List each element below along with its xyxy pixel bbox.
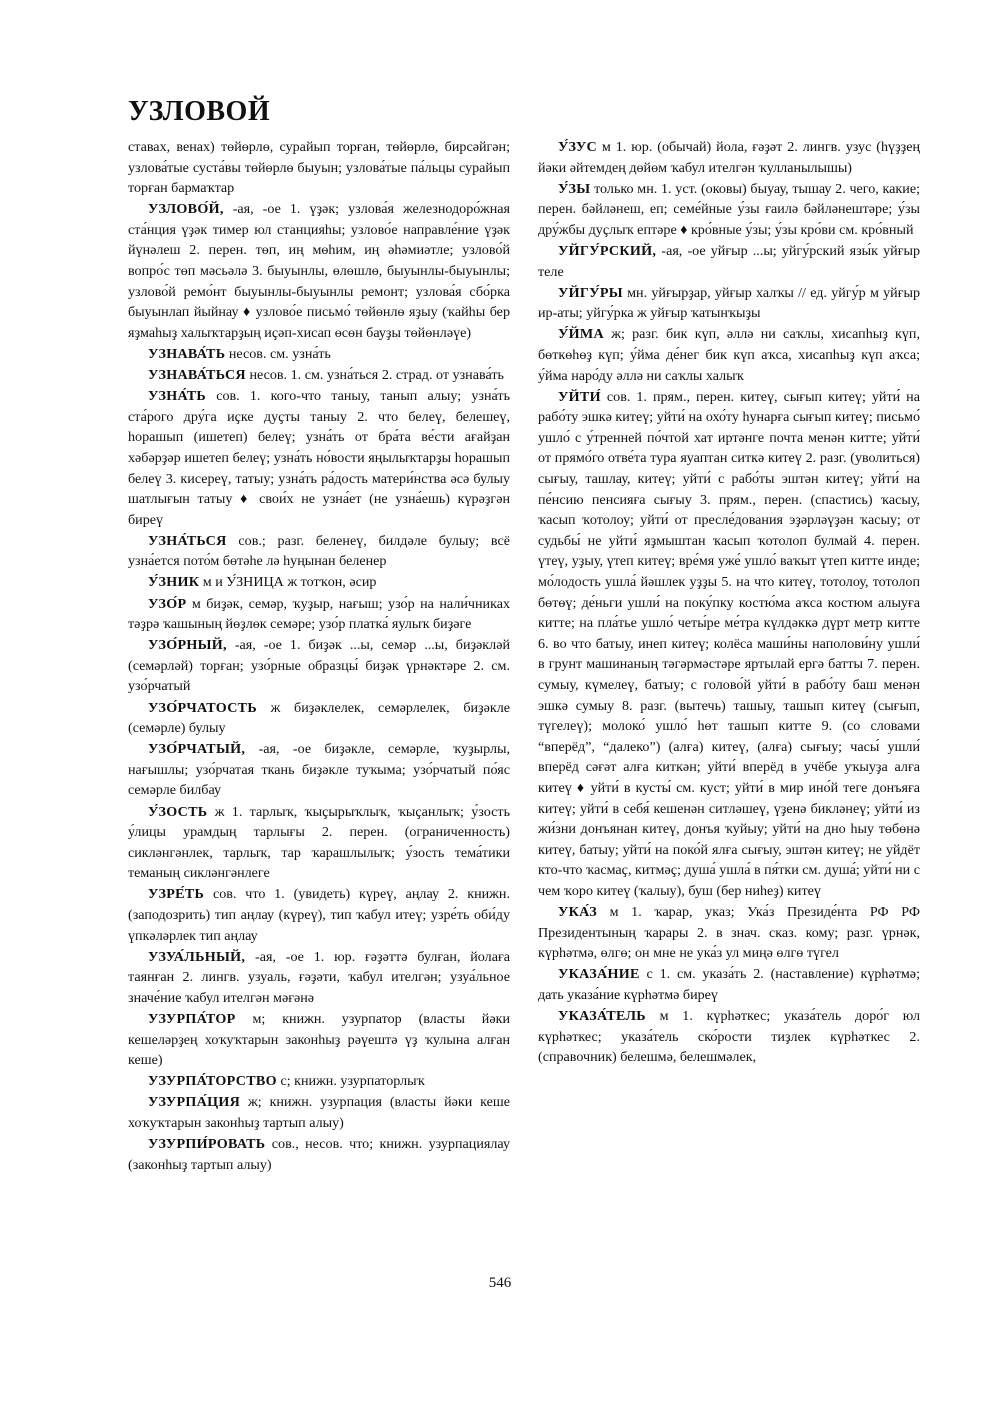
entry-body: с; книжн. узурпаторлыҡ (280, 1073, 425, 1090)
entry-body: ж; книжн. узурпация (власты йәки кеше хоҡуҡтарын законһыҙ тартып алыу) (128, 1094, 510, 1131)
entry-headword: УЗУРПА́ЦИЯ (148, 1094, 241, 1111)
page-number: 546 (488, 1275, 512, 1291)
dictionary-entry (538, 387, 920, 902)
dictionary-entry (538, 902, 920, 964)
entry-headword: УЗНАВА́ТЬСЯ (148, 367, 246, 384)
entry-headword: У́ЗЫ (558, 180, 591, 197)
entry-body: м; книжн. узурпатор (власты йәки кешеләрҙең хоҡуҡтарын законһыҙ рәүештә үҙ ҡулына алған кеше) (128, 1010, 510, 1069)
entry-headword: УКА́З (558, 903, 598, 920)
entry-body: м 1. күрһәткес; указа́тель доро́г юл күрһәткес; указа́тель ско́рости тиҙлек күрһәткес 2. (справочник) белешмә, белешмәлек, (538, 1007, 920, 1066)
entry-body: м биҙәк, семәр, ҡуҙыр, нағыш; узо́р на нали́чниках тәҙрә ҡашының йөҙлөк семәре; узо́р платка́ яулыҡ биҙәге (128, 595, 510, 633)
dictionary-entry (538, 179, 920, 241)
entry-body: сов. что 1. (увидеть) күреү, аңлау 2. книжн. (заподозрить) тип аңлау (күреү), тип ҡабул итеү; узре́ть оби́ду үпкәләрлек тип аңлау (128, 886, 510, 944)
dictionary-entry (128, 739, 510, 801)
dictionary-entry (128, 947, 510, 1009)
dictionary-entry (538, 241, 920, 282)
entry-headword: УКАЗА́НИЕ (558, 966, 640, 983)
dictionary-entry (128, 1134, 510, 1175)
dictionary-entry (128, 594, 510, 635)
dictionary-entry (538, 137, 920, 178)
dictionary-entry (128, 884, 510, 946)
entry-headword: У́ЗОСТЬ (148, 803, 208, 820)
entry-body: -ая, -ое биҙәкле, семәрле, ҡуҙырлы, нағышлы; узо́рчатая ткань биҙәкле туҡыма; узо́рчатый по́яс семәрле билбау (128, 741, 510, 799)
dictionary-entry (538, 324, 920, 386)
right-column (538, 137, 920, 1068)
entry-body: только мн. 1. уст. (оковы) быуау, тышау 2. чего, какие; перен. бәйләнеш, еп; семе́йные у́зы ғаилә бәйләнештәре; у́зы дру́жбы дуҫлыҡ ептәре ♦ кро́вные у́зы; у́зы кро́ви см. кро́вный (538, 180, 920, 238)
entry-headword: УЗО́РЧАТЫЙ, (148, 741, 246, 758)
entry-body: сов.; разг. беленеү, билдәле булыу; всё узна́ется пото́м бөтәһе лә һуңынан беленер (128, 532, 510, 570)
dictionary-entry (538, 964, 920, 1005)
entry-body: м 1. ҡарар, указ; Ука́з Президе́нта РФ РФ Президентының ҡарары 2. в знач. сказ. кому; разг. үрнәк, күрһәтмә, өлгө; он мне не ука́з ул миңә өлгө түгел (538, 903, 920, 962)
entry-body: с 1. см. указа́ть 2. (наставление) күрһәтмә; дать указа́ние күрһәтмә биреү (538, 966, 920, 1003)
dictionary-entry (128, 572, 510, 593)
dictionary-entry (128, 1092, 510, 1133)
dictionary-entry (128, 199, 510, 343)
entry-headword: УКАЗА́ТЕЛЬ (558, 1007, 646, 1024)
dictionary-entry (128, 1009, 510, 1071)
entry-headword: УЗУРПА́ТОРСТВО (148, 1073, 277, 1090)
entry-headword: У́ЗНИК (148, 574, 200, 591)
entry-body: -ая, -ое 1. үҙәк; узлова́я железнодоро́жная ста́нция үҙәк тимер юл станцияһы; узлово́е направле́ние үҙәк йүнәлеш 2. перен. төп, иң мөһим, иң әһәмиәтле; узлово́й вопро́с төп мәсьәлә 3. быуынлы, өлөшлө, быуынлы-быуынлы; узлово́й ремо́нт быуынлы-быуынлы ремонт; узлова́я сбо́рка быуынлап йыйнау ♦ узлово́е письмо́ төйөнлө яҙыу (ҡайһы бер яҙмаһыҙ халыҡтарҙың иҫәп-хисап өсөн бауҙы төйөнләүе) (128, 201, 510, 341)
entry-body: сов. 1. прям., перен. китеү, сығып китеү; уйти́ на рабо́ту эшкә китеү; уйти́ на охо́ту һунарға сығып китеү; письмо́ ушло́ с у́тренней по́чтой хат иртәнге почта менән китте; уйти́ от прямо́го отве́та тура яуаптан ситкә китеү 2. разг. (уволиться) сығыу, ташлау, китеү; уйти́ с рабо́ты эштән китеү; уйти́ на пе́нсию пенсияға сығыу 3. прям., перен. (спастись) ҡасыу, ҡасып ҡотолоу; уйти́ от пресле́дования эҙәрләүҙән ҡасыу; от судьбы́ не уйти́ яҙмыштан ҡасып ҡотолоп булмай 4. перен. үтеү, уҙыу, үтеп китеү; вре́мя уже́ ушло́ ваҡыт үтеп китте инде; мо́лодость ушла́ йәшлек уҙҙы 5. на что китеү, тотолоу, тотолоп бөтөү; де́ньги ушли́ на поку́пку костю́ма аҡса костюм алыуға китте; на пла́тье ушло́ четы́ре ме́тра күлдәккә дүрт метр китте 6. во что батыу, инеп китеү; колёса маши́ны наполови́ну ушли́ в грунт машинаның тәгәрмәстәре яртылай ергә батты 7. перен. сумыу, күмелеү, батыу; с голово́й уйти́ в рабо́ту баш менән эшкә сумыу 8. разг. (вытечь) ташыу, ташып китеү (сығып, түгелеү); молоко́ ушло́ һөт ташып китте 9. (со словами “вперёд”, “далеко”) (алға) китеү, (алға) сығыу; часы́ ушли́ вперёд сәғәт алға киткән; уйти́ вперёд в учёбе уҡыуҙа алға китеү ♦ уйти́ в кусты́ см. куст; уйти́ в мир ино́й теге донъяға китеү; уйти́ в себя́ кешенән ситләшеү, үҙенә бикләнеү; уйти́ из жи́зни донъянан китеү, донъя ҡуйыу; уйти́ на дно һыу төбөнә китеү, батыу; уйти́ на поко́й ялға сығыу, эштән китеү; не уйдёт кто-что ҡасмаҫ, китмәҫ; душа́ ушла́ в пя́тки см. душа́; уйти́ ни с чем ҡоро китеү (ҡалыу), буш (бер ниһеҙ) китеү (538, 388, 921, 899)
dictionary-entry (128, 698, 510, 739)
entry-body: ж 1. тарлыҡ, ҡыҫырыҡлыҡ, ҡыҫанлыҡ; у́зость у́лицы урамдың тарлығы 2. перен. (ограниченность) сикләнгәнлек, тарлыҡ, тар ҡарашлылыҡ; у́зость тема́тики теманың сикләнгәнлеге (128, 803, 510, 882)
entry-headword: УЗРЕ́ТЬ (148, 886, 205, 903)
dictionary-entry (128, 635, 510, 697)
dictionary-entry (538, 1006, 920, 1068)
left-column (128, 137, 510, 1176)
entry-body: -ая, -ое 1. биҙәк ...ы, семәр ...ы, биҙәкләй (семәрләй) торған; узо́рные образцы́ биҙәк үрнәктәре 2. см. узо́рчатый (128, 637, 510, 695)
entry-headword: УЗЛОВО́Й, (148, 201, 224, 218)
entry-headword: УЗУА́ЛЬНЫЙ, (148, 948, 246, 965)
entry-body: несов. см. узна́ть (228, 345, 331, 362)
entry-body: сов., несов. что; книжн. узурпациялау (законһыҙ тартып алыу) (128, 1136, 510, 1173)
entry-headword: УЗУРПИ́РОВАТЬ (148, 1136, 266, 1152)
entry-body: ж биҙәклелек, семәрлелек, биҙәкле (семәрле) булыу (128, 699, 510, 737)
entry-body: м и У́ЗНИЦА ж тотҡон, әсир (202, 574, 377, 591)
entry-headword: УЗНА́ТЬСЯ (148, 532, 227, 549)
dictionary-entry (128, 531, 510, 572)
dictionary-entry (128, 802, 510, 884)
dictionary-entry (128, 137, 510, 199)
entry-body: ставах, венах) төйөрлө, сурайып торған, төйөрлө, бирсәйгән; узлова́тые суста́вы төйөрлө быуын; узлова́тые па́льцы сурайып торған бармаҡтар (128, 139, 510, 197)
entry-headword: У́ЙМА (558, 326, 604, 343)
running-head: УЗЛОВОЙ (128, 96, 271, 127)
entry-body: -ая, -ое уйғыр ...ы; уйгу́рский язы́к уйғыр теле (538, 242, 920, 280)
entry-body: мн. уйғырҙар, уйғыр халҡы // ед. уйгу́р м уйғыр ир-аты; уйгу́рка ж уйғыр ҡатынҡыҙы (538, 284, 920, 322)
entry-body: несов. 1. см. узна́ться 2. страд. от узнава́ть (249, 367, 504, 384)
dictionary-entry (128, 344, 510, 365)
dictionary-entry (128, 1071, 510, 1092)
dictionary-entry (128, 365, 510, 386)
entry-headword: УЙГУ́РСКИЙ, (558, 242, 657, 259)
entry-headword: УЗО́РЧАТОСТЬ (148, 699, 257, 716)
dictionary-entry (538, 283, 920, 324)
dictionary-entry (128, 386, 510, 530)
entry-body: сов. 1. кого-что таныу, танып алыу; узна́ть ста́рого дру́га иҫке дуҫты таныу 2. что белеү, белешеү, һорашып (ишетеп) белеү; узна́ть от бра́та ве́сти ағайҙан хәбәрҙәр ишетеп белеү; узна́ть но́вости яңылыҡтарҙы һорашып белеү 3. кисереү, татыу; узна́ть ра́дость матери́нства әсә булыу шатлығын татыу ♦ свои́х не узна́ет (не узна́ешь) күрәҙгән биреү (128, 388, 510, 528)
entry-headword: УЗУРПА́ТОР (148, 1010, 236, 1027)
entry-body: -ая, -ое 1. юр. ғәҙәттә булған, йолаға таянған 2. лингв. узуаль, ғәҙәти, ҡабул ителгән; узуа́льное значе́ние ҡабул ителгән мәғәнә (128, 948, 510, 1006)
entry-headword: УЙГУ́РЫ (558, 284, 623, 301)
entry-headword: УЗО́Р (148, 595, 187, 612)
entry-headword: УЙТИ́ (558, 388, 601, 405)
entry-headword: УЗНА́ТЬ (148, 388, 207, 405)
entry-headword: УЗО́РНЫЙ, (148, 637, 227, 654)
entry-headword: У́ЗУС (558, 139, 597, 155)
entry-body: ж; разг. бик күп, әллә ни саҡлы, хисапһыҙ күп, бөткөһөҙ күп; у́йма де́нег бик күп аҡса, хисапһыҙ күп аҡса; у́йма наро́ду әллә ни саҡлы халыҡ (538, 326, 920, 384)
entry-headword: УЗНАВА́ТЬ (148, 345, 226, 362)
entry-body: м 1. юр. (обычай) йола, ғәҙәт 2. лингв. узус (һүҙҙең йәки әйтемдең дөйөм ҡабул ителгән ҡулланылышы) (538, 139, 920, 176)
